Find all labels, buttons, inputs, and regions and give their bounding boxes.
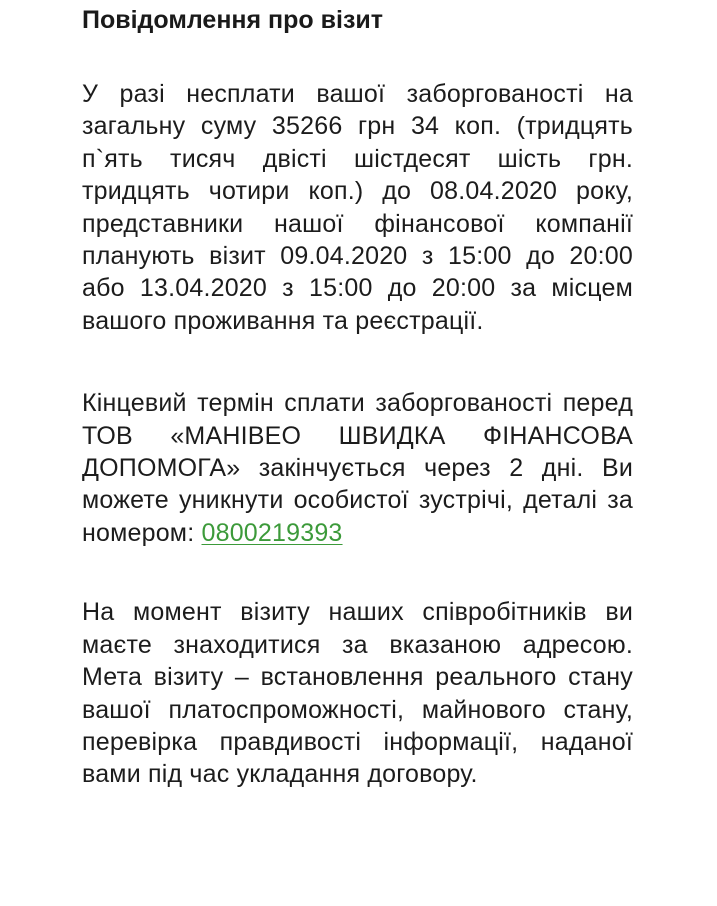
paragraph-deadline (82, 387, 633, 549)
message-body (82, 0, 633, 791)
paragraph-deadline-text: Кінцевий термін сплати заборгованості перед ТОВ «МАНІВЕО ШВИДКА ФІНАНСОВА ДОПОМОГА» закінчується через 2 дні. Ви можете уникнути особистої зустрічі, деталі за номером: (82, 389, 633, 547)
paragraph-visit-purpose: На момент візиту наших співробітників ви маєте знаходитися за вказаною адресою. Мета візиту – встановлення реального стану вашої платоспроможності, майнового стану, перевірка правдивості інформації, наданої вами під час укладання договору. (82, 598, 633, 789)
paragraph-debt-warning: У разі несплати вашої заборгованості на загальну суму 35266 грн 34 коп. (тридцять п`ять тисяч двісті шістдесят шість грн. тридцять чотири коп.) до 08.04.2020 року, представники нашої фінансової компанії планують візит 09.04.2020 з 15:00 до 20:00 або 13.04.2020 з 15:00 до 20:00 за місцем вашого проживання та реєстрації. (82, 80, 633, 335)
phone-number-link[interactable]: 0800219393 (201, 518, 343, 547)
message-title: Повідомлення про візит (82, 6, 383, 34)
